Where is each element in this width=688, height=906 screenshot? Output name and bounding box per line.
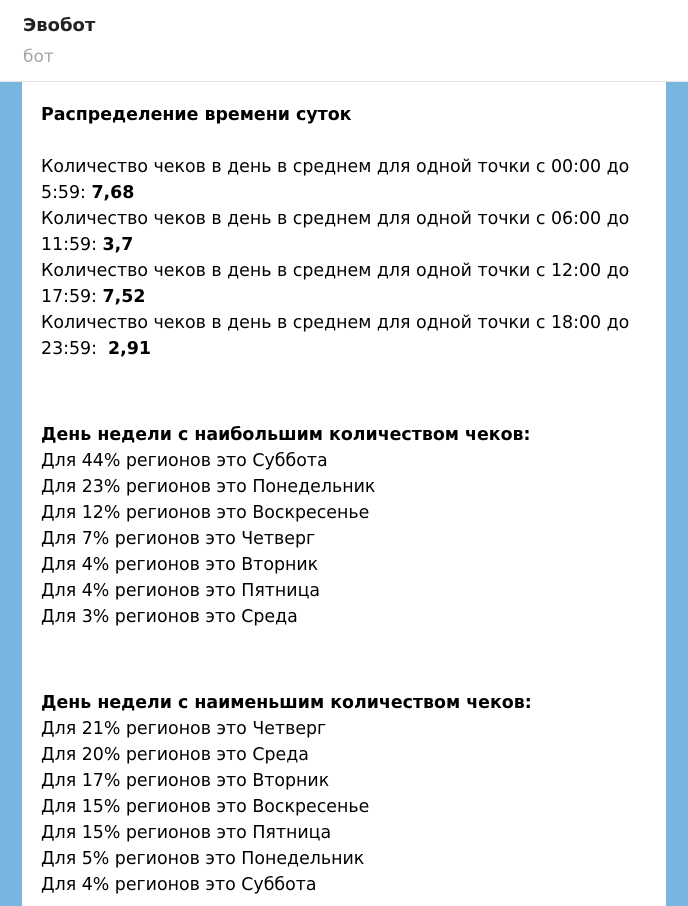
time-row-label: Количество чеков в день в среднем для одной точки с 12:00 до 17:59: (41, 261, 630, 307)
time-row-value: 2,91 (108, 339, 151, 359)
time-row-label: Количество чеков в день в среднем для одной точки с 18:00 до 23:59: (41, 313, 635, 359)
list-item: Для 4% регионов это Суббота (41, 875, 317, 895)
list-item: Для 5% регионов это Понедельник (41, 849, 365, 869)
list-item: Для 4% регионов это Пятница (41, 581, 321, 601)
time-row-value: 7,52 (102, 287, 146, 307)
list-item: Для 4% регионов это Вторник (41, 555, 319, 575)
max-section-title: День недели с наибольшим количеством чеков: (41, 425, 531, 445)
time-row (41, 258, 661, 310)
chat-header[interactable] (0, 0, 688, 82)
time-row-label: Количество чеков в день в среднем для одной точки с 06:00 до 11:59: (41, 209, 630, 255)
list-item: Для 44% регионов это Суббота (41, 451, 328, 471)
chat-subtitle: бот (23, 47, 54, 67)
list-item: Для 12% регионов это Воскресенье (41, 503, 370, 523)
spacer (41, 362, 666, 422)
time-row (41, 206, 661, 258)
list-item: Для 17% регионов это Вторник (41, 771, 330, 791)
time-row-value: 7,68 (91, 183, 135, 203)
list-item: Для 15% регионов это Воскресенье (41, 797, 370, 817)
message-bubble[interactable] (22, 82, 666, 906)
list-item: Для 20% регионов это Среда (41, 745, 309, 765)
min-section-title: День недели с наименьшим количеством чеков: (41, 693, 532, 713)
time-row (41, 154, 661, 206)
time-row-value: 3,7 (102, 235, 134, 255)
list-item: Для 21% регионов это Четверг (41, 719, 327, 739)
list-item: Для 23% регионов это Понедельник (41, 477, 376, 497)
chat-title: Эвобот (23, 15, 96, 36)
time-row (41, 310, 661, 362)
list-item: Для 3% регионов это Среда (41, 607, 298, 627)
list-item: Для 7% регионов это Четверг (41, 529, 316, 549)
spacer (41, 630, 666, 690)
list-item: Для 15% регионов это Пятница (41, 823, 332, 843)
time-row-label: Количество чеков в день в среднем для одной точки с 00:00 до 5:59: (41, 157, 630, 203)
time-section-title: Распределение времени суток (41, 105, 352, 125)
